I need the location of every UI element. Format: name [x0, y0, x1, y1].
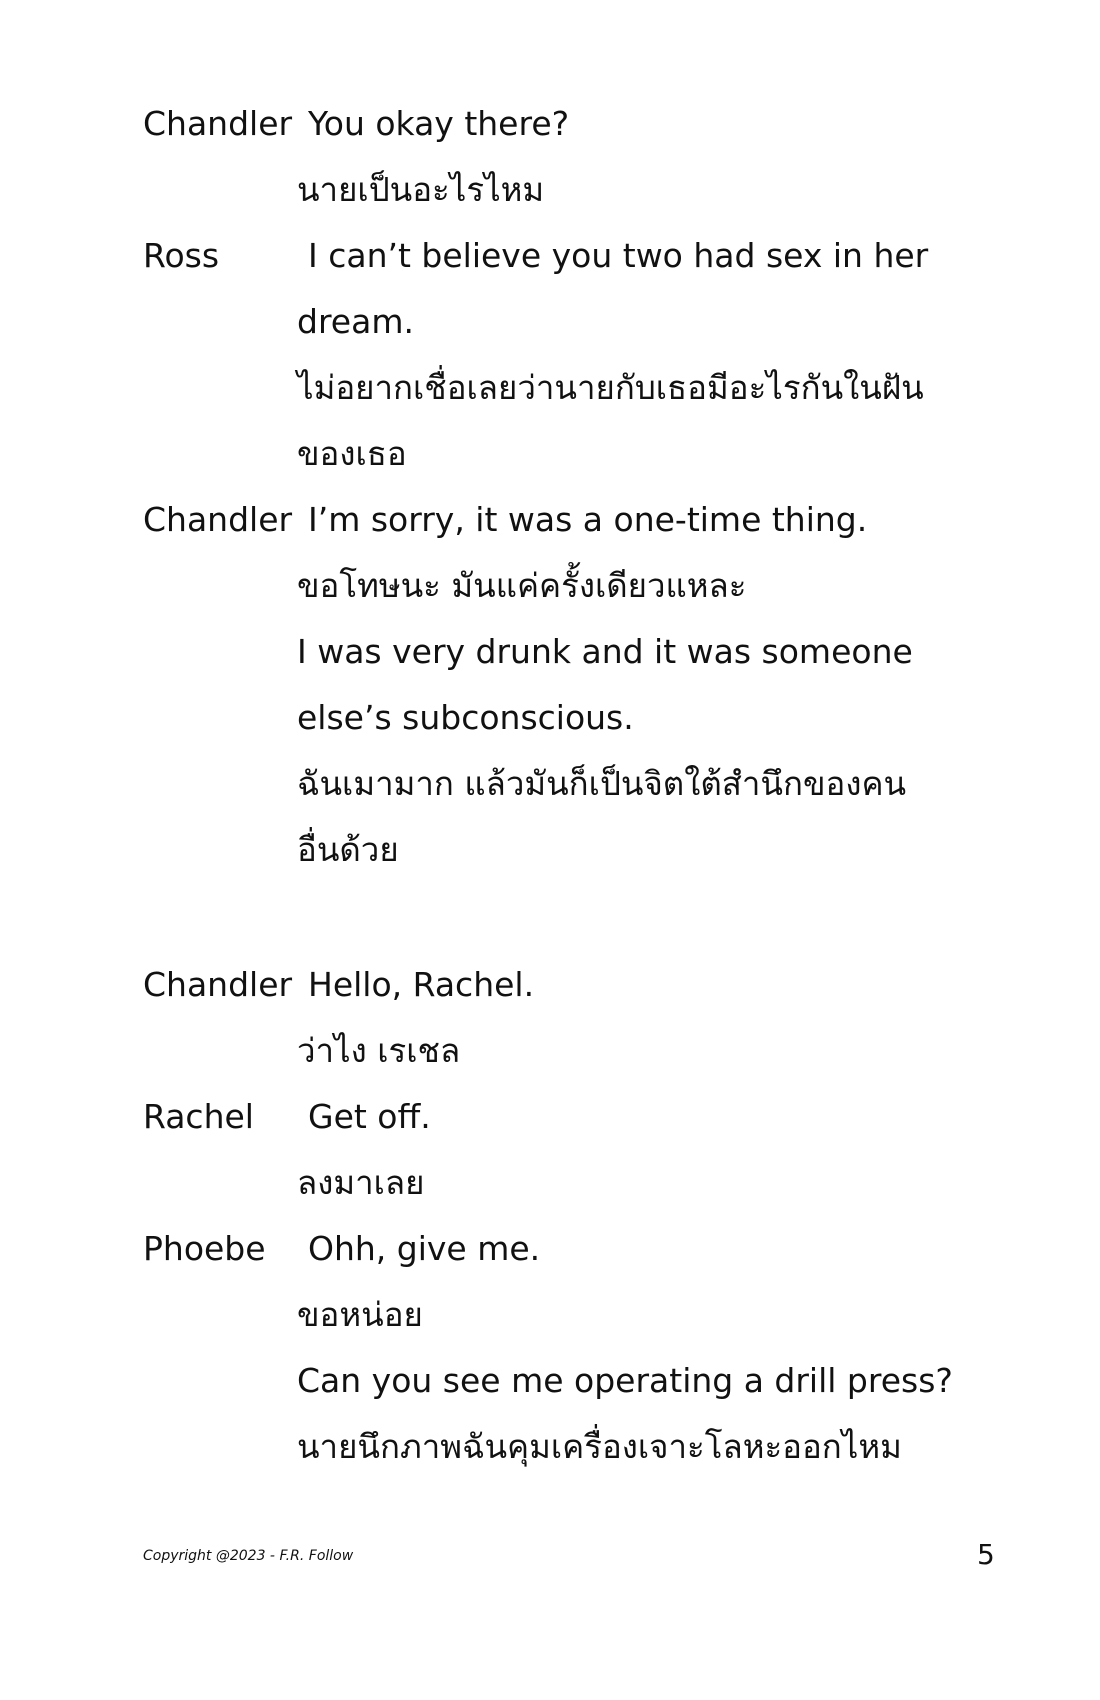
- dialogue-text: Hello, Rachel.: [308, 965, 535, 1004]
- dialogue-text: Get off.: [308, 1097, 431, 1136]
- dialogue-line: [0, 1219, 1100, 1279]
- dialogue-line: [0, 226, 1100, 286]
- footer-copyright: Copyright @2023 - F.R. Follow: [143, 1548, 354, 1564]
- dialogue-text: Ohh, give me.: [308, 1229, 541, 1268]
- dialogue-line: [0, 358, 1100, 418]
- dialogue-line: [0, 622, 1100, 682]
- dialogue-translation: ว่าไง เรเชล: [297, 1031, 461, 1070]
- dialogue-line: [0, 820, 1100, 880]
- dialogue-translation: ขอหน่อย: [297, 1295, 423, 1334]
- dialogue-translation: ของเธอ: [297, 434, 407, 473]
- dialogue-translation: นายเป็นอะไรไหม: [297, 170, 545, 209]
- dialogue-line: [0, 1021, 1100, 1081]
- dialogue-translation: ไม่อยากเชื่อเลยว่านายกับเธอมีอะไรกันในฝัน: [297, 368, 924, 407]
- dialogue-line: [0, 160, 1100, 220]
- dialogue-text: You okay there?: [308, 104, 570, 143]
- dialogue-line: [0, 955, 1100, 1015]
- dialogue-text: Can you see me operating a drill press?: [297, 1361, 953, 1400]
- dialogue-line: [0, 754, 1100, 814]
- speaker-name: Chandler: [143, 500, 293, 539]
- speaker-name: Chandler: [143, 965, 293, 1004]
- dialogue-translation: ลงมาเลย: [297, 1163, 425, 1202]
- dialogue-line: [0, 490, 1100, 550]
- dialogue-text: dream.: [297, 302, 414, 341]
- dialogue-line: [0, 1153, 1100, 1213]
- dialogue-translation: อื่นด้วย: [297, 830, 399, 869]
- speaker-name: Phoebe: [143, 1229, 266, 1268]
- dialogue-line: [0, 94, 1100, 154]
- dialogue-line: [0, 688, 1100, 748]
- dialogue-line: [0, 424, 1100, 484]
- speaker-name: Rachel: [143, 1097, 254, 1136]
- speaker-name: Ross: [143, 236, 220, 275]
- dialogue-line: [0, 1417, 1100, 1477]
- dialogue-translation: ขอโทษนะ มันแค่ครั้งเดียวแหละ: [297, 566, 747, 605]
- dialogue-text: else’s subconscious.: [297, 698, 634, 737]
- dialogue-line: [0, 292, 1100, 352]
- dialogue-text: I can’t believe you two had sex in her: [308, 236, 929, 275]
- dialogue-text: I’m sorry, it was a one-time thing.: [308, 500, 868, 539]
- dialogue-line: [0, 1351, 1100, 1411]
- dialogue-translation: นายนึกภาพฉันคุมเครื่องเจาะโลหะออกไหม: [297, 1427, 902, 1466]
- dialogue-line: [0, 1285, 1100, 1345]
- dialogue-line: [0, 556, 1100, 616]
- dialogue-line: [0, 1087, 1100, 1147]
- dialogue-translation: ฉันเมามาก แล้วมันก็เป็นจิตใต้สำนึกของคน: [297, 764, 907, 803]
- speaker-name: Chandler: [143, 104, 293, 143]
- dialogue-text: I was very drunk and it was someone: [297, 632, 913, 671]
- page-number: 5: [977, 1538, 995, 1571]
